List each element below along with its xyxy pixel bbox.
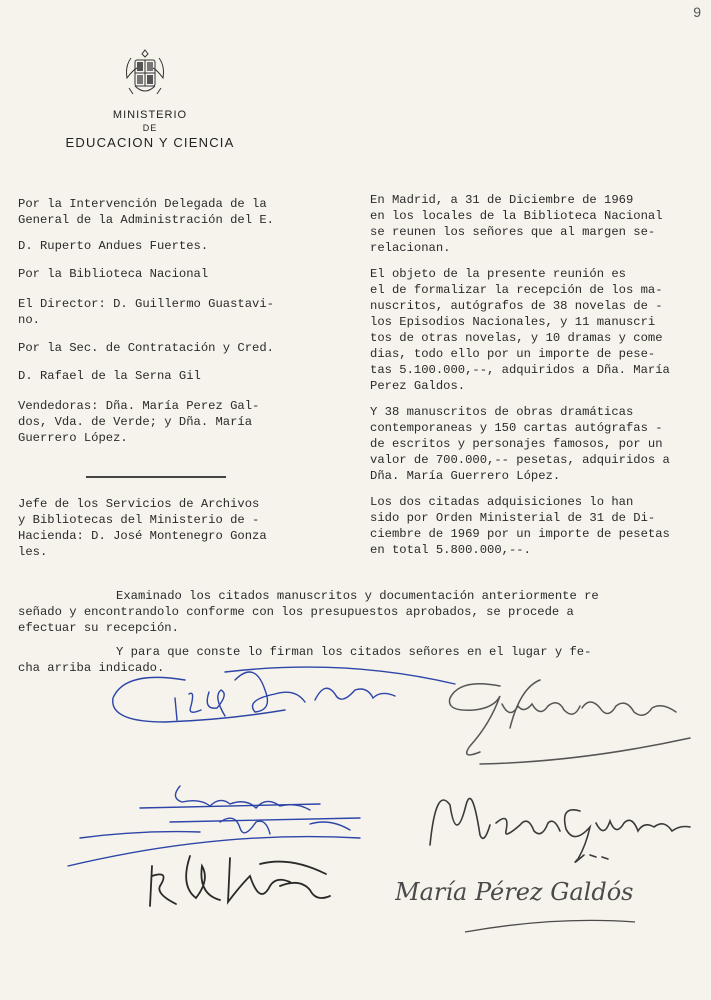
- right-line: El objeto de la presente reunión es: [370, 267, 626, 281]
- signature-felipe-ink: [140, 846, 340, 916]
- left-line: dos, Vda. de Verde; y Dña. María: [18, 415, 253, 429]
- left-line: D. Ruperto Andues Fuertes.: [18, 239, 209, 253]
- right-line: tos de otras novelas, y 10 dramas y come: [370, 331, 663, 345]
- signature-maria-guerrero: [410, 775, 700, 865]
- left-line: Por la Sec. de Contratación y Cred.: [18, 341, 274, 355]
- left-line: Por la Biblioteca Nacional: [18, 267, 209, 281]
- left-line: Jefe de los Servicios de Archivos: [18, 497, 260, 511]
- left-line: Vendedoras: Dña. María Perez Gal-: [18, 399, 260, 413]
- spanish-coat-of-arms-icon: [123, 48, 167, 100]
- ministry-line-3: EDUCACION Y CIENCIA: [65, 135, 235, 150]
- right-line: valor de 700.000,-- pesetas, adquiridos a: [370, 453, 670, 467]
- ministry-header: [50, 108, 250, 152]
- right-line: Y 38 manuscritos de obras dramáticas: [370, 405, 634, 419]
- signature-guillermo-guastavino: [440, 668, 700, 768]
- signature-maria-perez-galdos: [395, 858, 660, 936]
- page-number: 9: [693, 4, 701, 20]
- right-line: dias, todo ello por un importe de pese-: [370, 347, 656, 361]
- right-line: en total 5.800.000,--.: [370, 543, 531, 557]
- right-line: Dña. María Guerrero López.: [370, 469, 561, 483]
- right-line: el de formalizar la recepción de los ma-: [370, 283, 663, 297]
- left-line: Guerrero López.: [18, 431, 128, 445]
- right-line: se reunen los señores que al margen se-: [370, 225, 656, 239]
- right-line: Los dos citadas adquisiciones lo han: [370, 495, 634, 509]
- right-line: los Episodios Nacionales, y 11 manuscri: [370, 315, 656, 329]
- left-line: General de la Administración del E.: [18, 213, 274, 227]
- left-line: y Bibliotecas del Ministerio de -: [18, 513, 260, 527]
- bottom-line: cha arriba indicado.: [18, 661, 165, 675]
- left-line: Por la Intervención Delegada de la: [18, 197, 267, 211]
- left-line: Hacienda: D. José Montenegro Gonza: [18, 529, 267, 543]
- left-line: D. Rafael de la Serna Gil: [18, 369, 201, 383]
- right-line: nuscritos, autógrafos de 38 novelas de -: [370, 299, 663, 313]
- signature-rafael-de-la-serna: [105, 650, 465, 740]
- ministry-line-2: DE: [142, 123, 158, 133]
- signature-felipe: [140, 846, 340, 921]
- ministry-line-1: MINISTERIO: [112, 109, 188, 121]
- right-line: ciembre de 1969 por un importe de pesetas: [370, 527, 670, 541]
- right-line: sido por Orden Ministerial de 31 de Di-: [370, 511, 656, 525]
- separator-line: [86, 476, 226, 478]
- left-line: no.: [18, 313, 40, 327]
- right-line: tas 5.100.000,--, adquiridos a Dña. María: [370, 363, 670, 377]
- bottom-line: Y para que conste lo firman los citados señores en el lugar y fe-: [116, 645, 592, 659]
- bottom-line: Examinado los citados manuscritos y documentación anteriormente re: [116, 589, 599, 603]
- right-line: relacionan.: [370, 241, 451, 255]
- right-line: En Madrid, a 31 de Diciembre de 1969: [370, 193, 634, 207]
- left-line: El Director: D. Guillermo Guastavi-: [18, 297, 274, 311]
- right-line: Perez Galdos.: [370, 379, 466, 393]
- right-line: en los locales de la Biblioteca Nacional: [370, 209, 663, 223]
- bottom-line: efectuar su recepción.: [18, 621, 179, 635]
- right-line: contemporaneas y 150 cartas autógrafas -: [370, 421, 663, 435]
- signature-maria-perez-galdos-text: María Pérez Galdós: [395, 878, 634, 906]
- right-line: de escritos y personajes famosos, por un: [370, 437, 663, 451]
- left-line: les.: [18, 545, 48, 559]
- bottom-line: señado y encontrandolo conforme con los presupuestos aprobados, se procede a: [18, 605, 574, 619]
